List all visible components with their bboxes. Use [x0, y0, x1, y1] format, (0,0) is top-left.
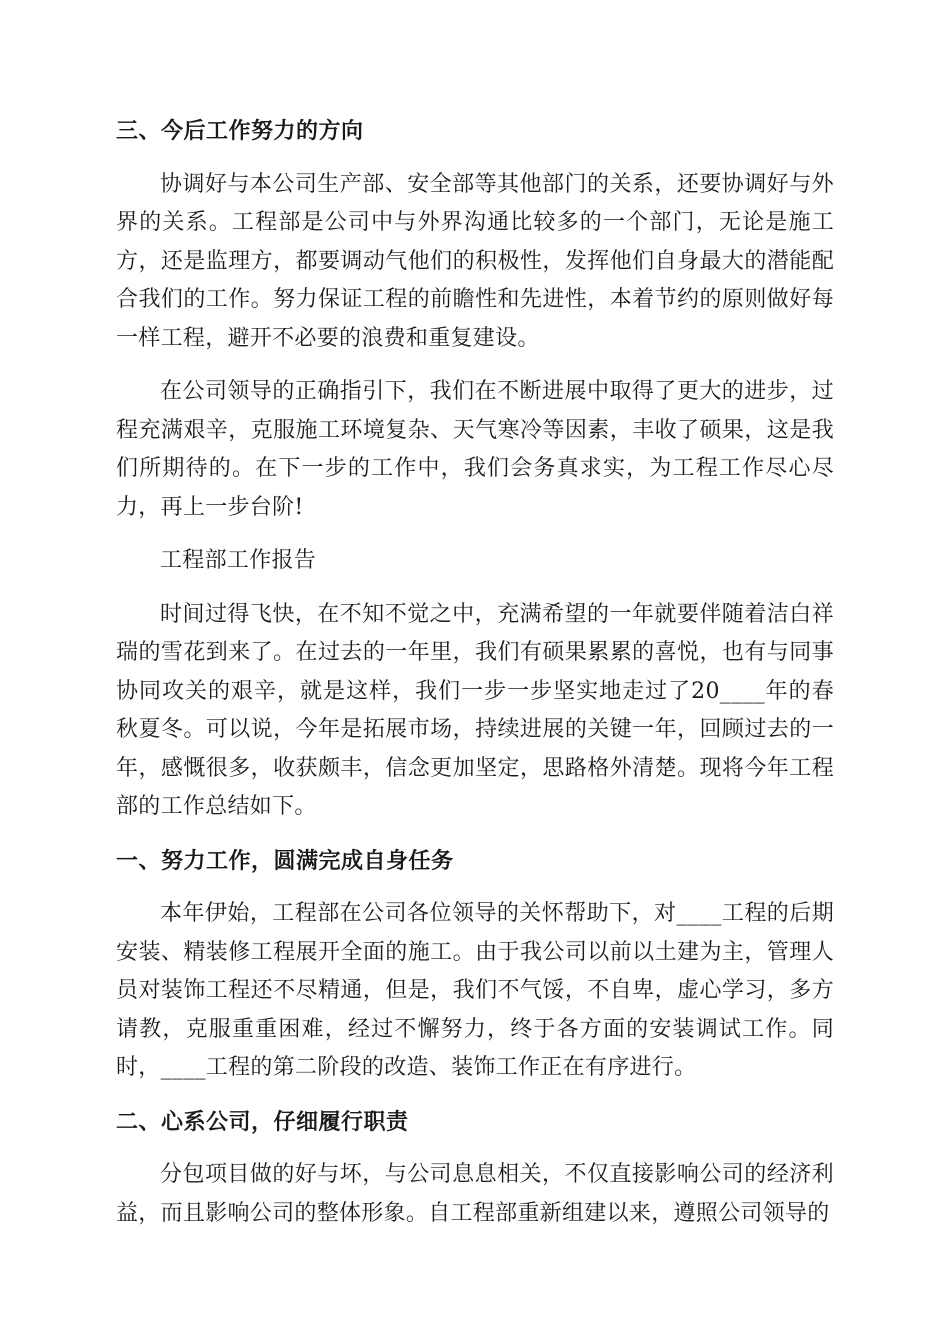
paragraph-year-review: 时间过得飞快，在不知不觉之中，充满希望的一年就要伴随着洁白祥瑞的雪花到来了。在过去的一年里，我们有硕果累累的喜悦，也有与同事协同攻关的艰辛，就是这样，我们一步一步坚实地走过了20____年的春秋夏冬。可以说，今年是拓展市场，持续进展的关键一年，回顾过去的一年，感慨很多，收获颇丰，信念更加坚定，思路格外清楚。现将今年工程部的工作总结如下。 [116, 601, 834, 819]
paragraph-installation-work: 本年伊始，工程部在公司各位领导的关怀帮助下，对____工程的后期安装、精装修工程展开全面的施工。由于我公司以前以土建为主，管理人员对装饰工程还不尽精通，但是，我们不气馁，不自卑，虚心学习，多方请教，克服重重困难，经过不懈努力，终于各方面的安装调试工作。同时，____工程的第二阶段的改造、装饰工作正在有序进行。 [116, 901, 834, 1080]
paragraph-subcontract-projects: 分包项目做的好与坏，与公司息息相关，不仅直接影响公司的经济利益，而且影响公司的整体形象。自工程部重新组建以来，遵照公司领导的 [116, 1162, 834, 1226]
section-heading-fulfill-duties: 二、心系公司，仔细履行职责 [116, 1108, 409, 1135]
paragraph-coordination: 协调好与本公司生产部、安全部等其他部门的关系，还要协调好与外界的关系。工程部是公司中与外界沟通比较多的一个部门，无论是施工方，还是监理方，都要调动气他们的积极性，发挥他们自身最大的潜能配合我们的工作。努力保证工程的前瞻性和先进性，本着节约的原则做好每一样工程，避开不必要的浪费和重复建设。 [116, 171, 834, 351]
section-heading-complete-tasks: 一、努力工作，圆满完成自身任务 [116, 847, 454, 874]
section-heading-future-direction: 三、今后工作努力的方向 [116, 118, 364, 144]
report-title: 工程部工作报告 [160, 548, 317, 573]
paragraph-leadership-progress: 在公司领导的正确指引下，我们在不断进展中取得了更大的进步，过程充满艰辛，克服施工环境复杂、天气寒冷等因素，丰收了硕果，这是我们所期待的。在下一步的工作中，我们会务真求实，为工程工作尽心尽力，再上一步台阶! [116, 379, 834, 520]
document-page [116, 112, 834, 1248]
